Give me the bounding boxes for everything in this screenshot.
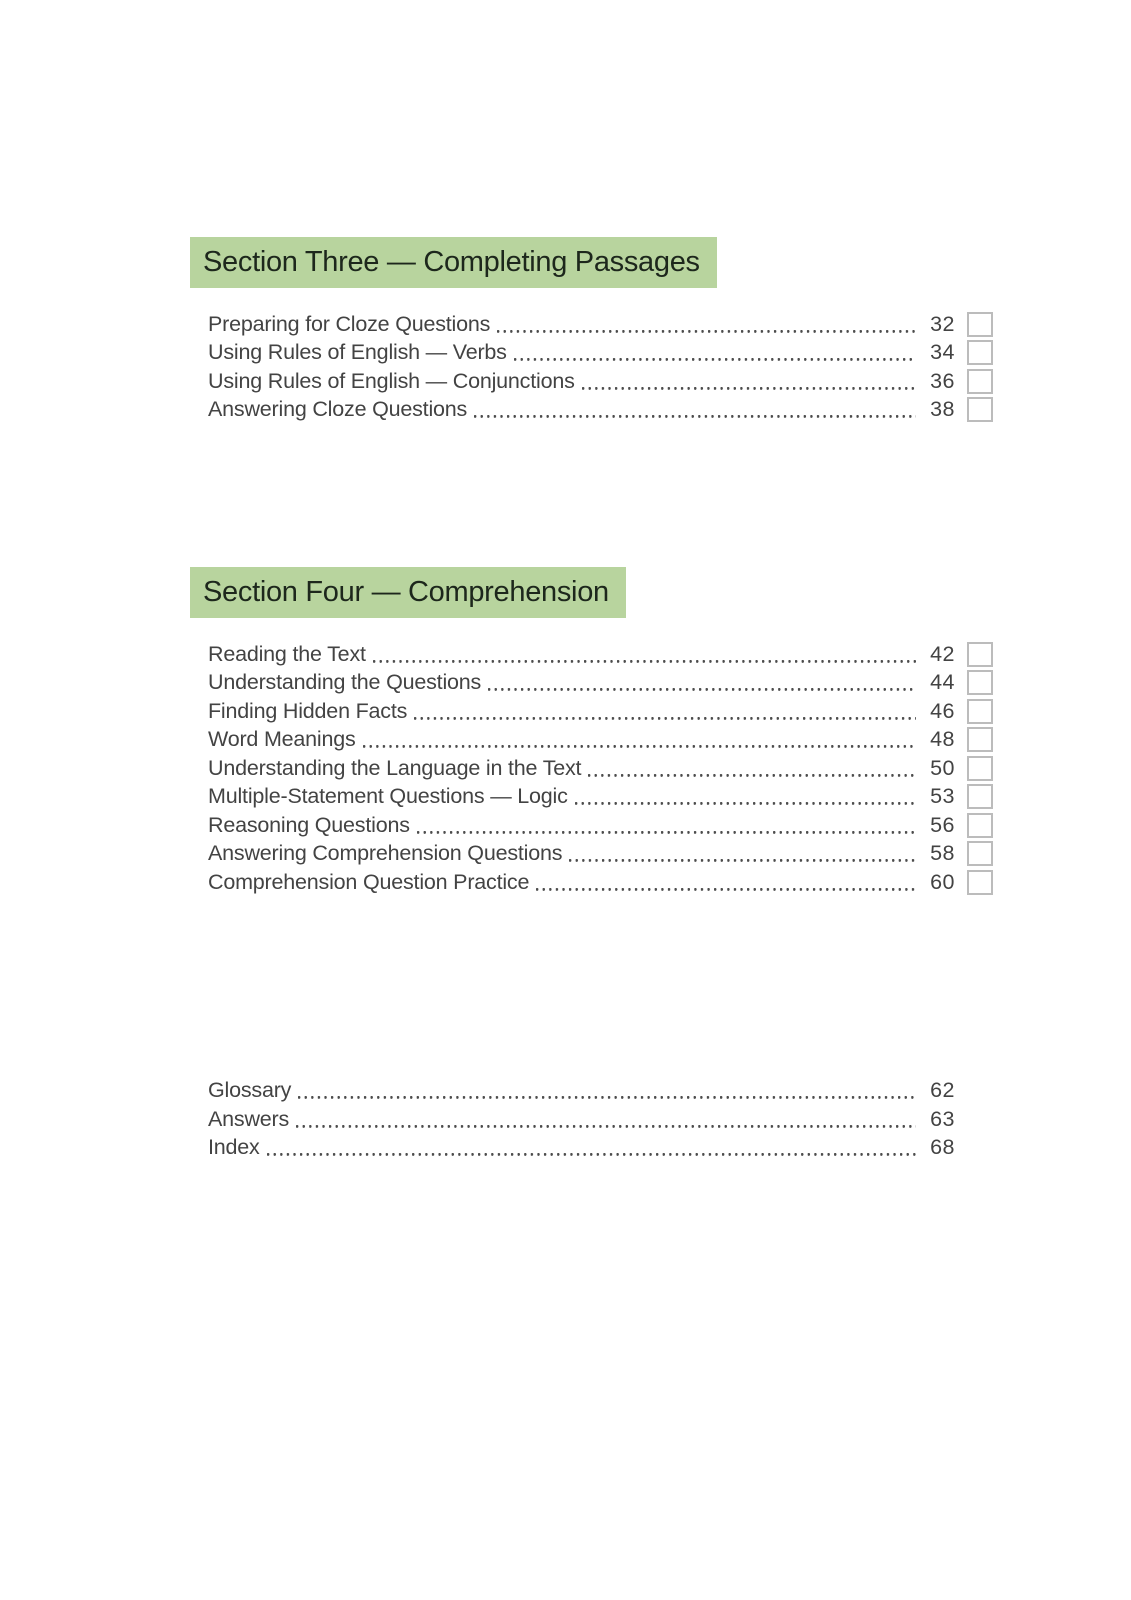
toc-entry-row (190, 396, 993, 425)
toc-entry-page: 53 (930, 784, 955, 809)
toc-entry-row (190, 1077, 955, 1106)
toc-entry-page: 32 (930, 311, 955, 336)
toc-entry-row (190, 367, 993, 396)
toc-section (190, 567, 1000, 897)
dotted-leader (298, 1089, 916, 1099)
toc-entry-label: Preparing for Cloze Questions (208, 311, 491, 336)
toc-entry-page: 38 (930, 397, 955, 422)
toc-entry-page: 48 (930, 727, 955, 752)
toc-entry-label: Answering Comprehension Questions (208, 841, 563, 866)
toc-entry-page: 44 (930, 670, 955, 695)
toc-entry-label: Word Meanings (208, 727, 356, 752)
progress-checkbox[interactable] (967, 397, 993, 422)
progress-checkbox[interactable] (967, 312, 993, 337)
toc-entry-label: Finding Hidden Facts (208, 698, 408, 723)
toc-entry-page: 62 (930, 1078, 955, 1103)
toc-entry-label: Index (208, 1135, 260, 1160)
section-header: Section Four — Comprehension (190, 567, 626, 618)
toc-entry-page: 58 (930, 841, 955, 866)
dotted-leader (296, 1118, 916, 1128)
toc-entry-page: 42 (930, 641, 955, 666)
toc-entry-label: Answering Cloze Questions (208, 397, 468, 422)
toc-entry-label: Answers (208, 1106, 290, 1131)
toc-entry-label: Using Rules of English — Verbs (208, 340, 507, 365)
progress-checkbox[interactable] (967, 340, 993, 365)
dotted-leader (488, 681, 916, 691)
toc-entry-label: Glossary (208, 1078, 292, 1103)
section-header: Section Three — Completing Passages (190, 237, 717, 288)
toc-entry-page: 34 (930, 340, 955, 365)
toc-entry-row (190, 310, 993, 339)
toc-entry-row (190, 697, 993, 726)
dotted-leader (417, 824, 916, 834)
toc-entry-page: 36 (930, 368, 955, 393)
dotted-leader (363, 738, 916, 748)
toc-entry-row (190, 339, 993, 368)
section-entries (190, 310, 1000, 424)
progress-checkbox[interactable] (967, 642, 993, 667)
dotted-leader (414, 710, 916, 720)
toc-entry-row (190, 726, 993, 755)
dotted-leader (569, 852, 916, 862)
toc-entry-row (190, 868, 993, 897)
toc-section (190, 237, 1000, 424)
progress-checkbox[interactable] (967, 784, 993, 809)
toc-section (190, 1077, 1000, 1163)
toc-entry-label: Understanding the Questions (208, 670, 482, 695)
toc-entry-label: Comprehension Question Practice (208, 869, 530, 894)
toc-entry-row (190, 1105, 955, 1134)
section-entries (190, 640, 1000, 897)
toc-entry-page: 60 (930, 869, 955, 894)
dotted-leader (536, 881, 916, 891)
dotted-leader (582, 380, 916, 390)
toc-entry-label: Reading the Text (208, 641, 366, 666)
progress-checkbox[interactable] (967, 756, 993, 781)
progress-checkbox[interactable] (967, 841, 993, 866)
toc-entry-page: 50 (930, 755, 955, 780)
toc-entry-page: 46 (930, 698, 955, 723)
toc-entry-page: 63 (930, 1106, 955, 1131)
dotted-leader (373, 653, 916, 663)
progress-checkbox[interactable] (967, 727, 993, 752)
progress-checkbox[interactable] (967, 813, 993, 838)
dotted-leader (497, 323, 916, 333)
toc-entry-row (190, 811, 993, 840)
toc-entry-row (190, 754, 993, 783)
toc-entry-row (190, 640, 993, 669)
dotted-leader (267, 1146, 916, 1156)
toc-entry-row (190, 669, 993, 698)
section-entries (190, 1077, 1000, 1163)
toc-entry-label: Using Rules of English — Conjunctions (208, 368, 575, 393)
toc-entry-row (190, 783, 993, 812)
progress-checkbox[interactable] (967, 699, 993, 724)
toc-entry-page: 56 (930, 812, 955, 837)
dotted-leader (575, 795, 916, 805)
toc-sections (190, 237, 1000, 1162)
toc-entry-label: Reasoning Questions (208, 812, 410, 837)
progress-checkbox[interactable] (967, 870, 993, 895)
toc-entry-row (190, 840, 993, 869)
toc-entry-row (190, 1134, 955, 1163)
dotted-leader (588, 767, 916, 777)
progress-checkbox[interactable] (967, 369, 993, 394)
toc-entry-page: 68 (930, 1135, 955, 1160)
toc-entry-label: Multiple-Statement Questions — Logic (208, 784, 568, 809)
toc-entry-label: Understanding the Language in the Text (208, 755, 582, 780)
dotted-leader (474, 408, 916, 418)
progress-checkbox[interactable] (967, 670, 993, 695)
dotted-leader (514, 351, 916, 361)
